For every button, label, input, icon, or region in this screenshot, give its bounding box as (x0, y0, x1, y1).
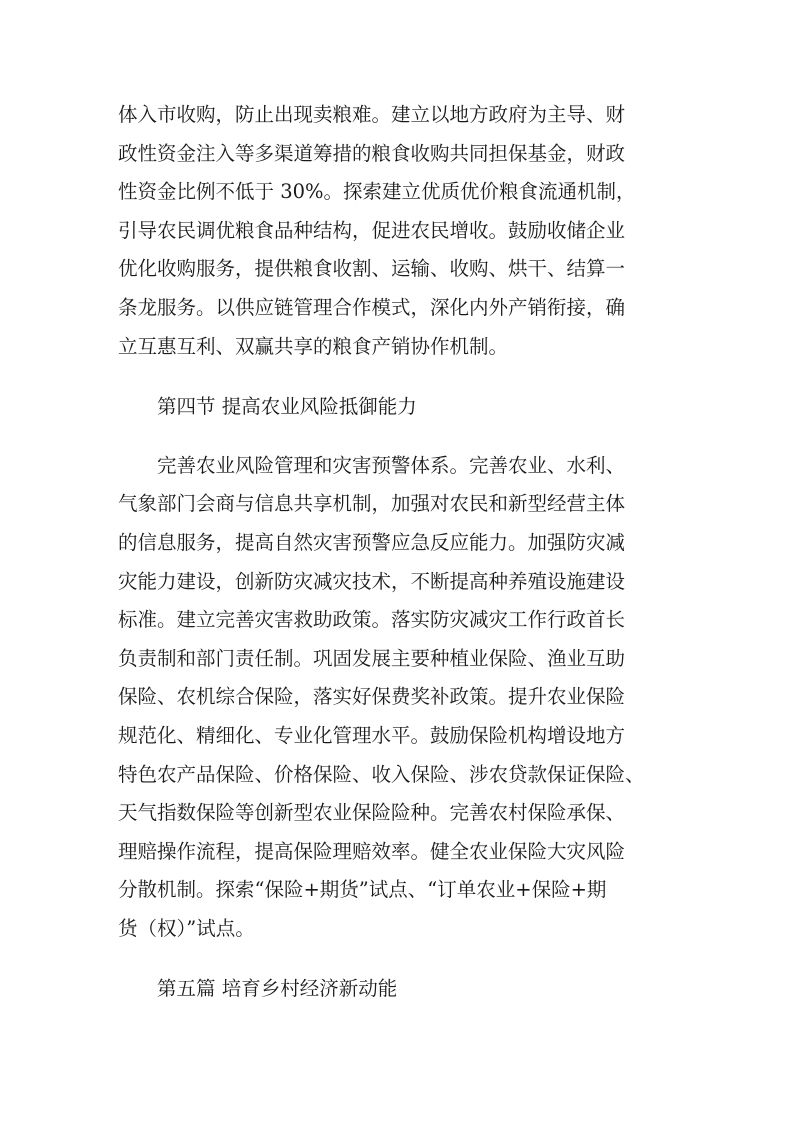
text-line: 立互惠互利、双赢共享的粮食产销协作机制。 (118, 334, 509, 358)
text-line: 政性资金注入等多渠道筹措的粮食收购共同担保基金，财政 (118, 141, 626, 165)
part-heading: 第五篇 培育乡村经济新动能 (157, 977, 398, 1001)
text-line: 条龙服务。以供应链管理合作模式，深化内外产销衔接，确 (118, 295, 626, 319)
paragraph-grain-purchase (118, 96, 678, 366)
text-line: 体入市收购，防止出现卖粮难。建立以地方政府为主导、财 (118, 103, 626, 126)
text-line: 货（权）”试点。 (118, 916, 255, 940)
text-line: 性资金比例不低于 30%。探索建立优质优价粮食流通机制， (118, 180, 636, 204)
text-line: 天气指数保险等创新型农业保险险种。完善农村保险承保、 (118, 801, 626, 825)
text-line: 理赔操作流程，提高保险理赔效率。健全农业保险大灾风险 (118, 839, 626, 863)
text-line: 完善农业风险管理和灾害预警体系。完善农业、水利、 (157, 453, 626, 477)
text-line: 规范化、精细化、专业化管理水平。鼓励保险机构增设地方 (118, 723, 626, 747)
text-line: 灾能力建设，创新防灾减灾技术，不断提高种养殖设施建设 (118, 569, 626, 593)
text-line: 的信息服务，提高自然灾害预警应急反应能力。加强防灾减 (118, 530, 626, 554)
text-line: 分散机制。探索“保险+期货”试点、“订单农业+保险+期 (118, 878, 607, 902)
text-line: 气象部门会商与信息共享机制，加强对农民和新型经营主体 (118, 492, 626, 516)
text-line: 保险、农机综合保险，落实好保费奖补政策。提升农业保险 (118, 685, 626, 709)
paragraph-agri-risk (118, 447, 678, 949)
text-line: 优化收购服务，提供粮食收割、运输、收购、烘干、结算一 (118, 257, 626, 281)
section-heading: 第四节 提高农业风险抵御能力 (157, 395, 417, 419)
document-page (118, 96, 678, 1009)
text-line: 标准。建立完善灾害救助政策。落实防灾减灾工作行政首长 (118, 608, 626, 632)
text-line: 引导农民调优粮食品种结构，促进农民增收。鼓励收储企业 (118, 218, 626, 242)
text-line: 负责制和部门责任制。巩固发展主要种植业保险、渔业互助 (118, 646, 626, 670)
text-line: 特色农产品保险、价格保险、收入保险、涉农贷款保证保险、 (118, 762, 645, 786)
